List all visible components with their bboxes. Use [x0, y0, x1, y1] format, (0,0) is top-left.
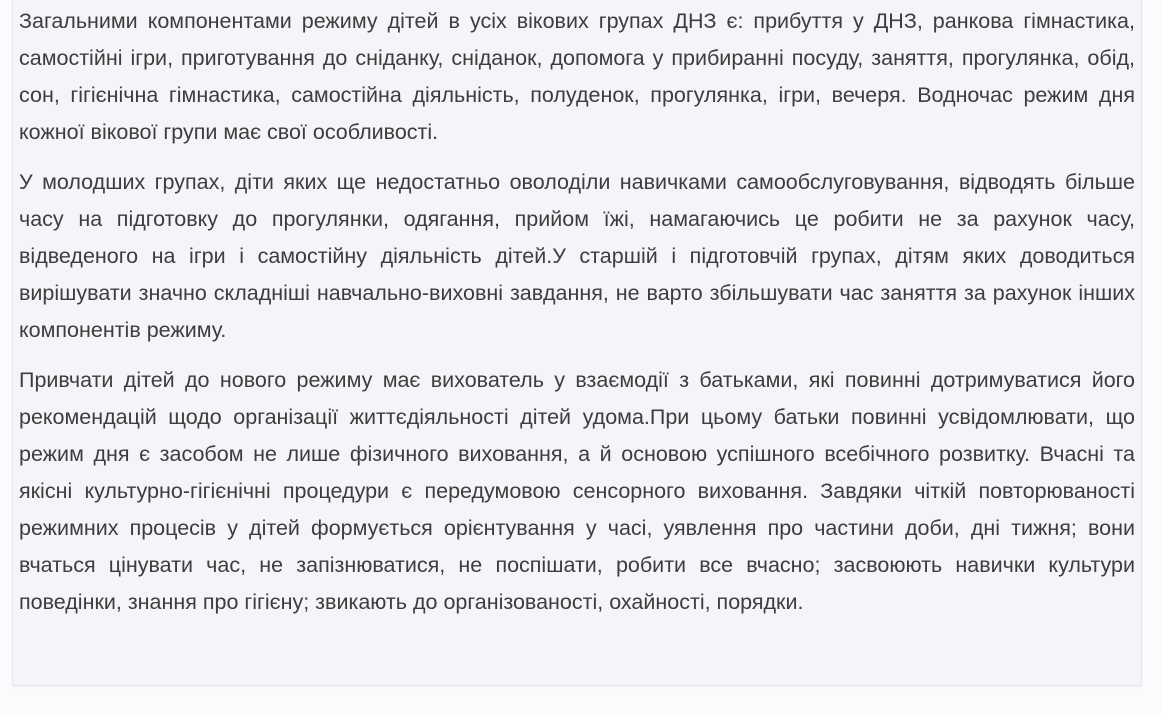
article-body: [12, 0, 1142, 686]
article-paragraph: У молодших групах, діти яких ще недостатньо оволоділи навичками самообслуговування, відводять більше часу на підготовку до прогулянки, одягання, прийом їжі, намагаючись це робити не за рахунок часу, відведеного на ігри і самостійну діяльність дітей.У старшій і підготовчій групах, дітям яких доводиться вирішувати значно складніші навчально-виховні завдання, не варто збільшувати час заняття за рахунок інших компонентів режиму.: [19, 170, 1135, 342]
article-paragraph: Загальними компонентами режиму дітей в усіх вікових групах ДНЗ є: прибуття у ДНЗ, ранкова гімнастика, самостійні ігри, приготування до сніданку, сніданок, допомога у прибиранні посуду, заняття, прогулянка, обід, сон, гігієнічна гімнастика, самостійна діяльність, полуденок, прогулянка, ігри, вечеря. Водночас режим дня кожної вікової групи має свої особливості.: [19, 9, 1135, 144]
article-paragraph: Привчати дітей до нового режиму має вихователь у взаємодії з батьками, які повинні дотримуватися його рекомендацій щодо організації життєдіяльності дітей удома.При цьому батьки повинні усвідомлювати, що режим дня є засобом не лише фізичного виховання, а й основою успішного всебічного розвитку. Вчасні та якісні культурно-гігієнічні процедури є передумовою сенсорного виховання. Завдяки чіткій повторюваності режимних процесів у дітей формується орієнтування у часі, уявлення про частини доби, дні тижня; вони вчаться цінувати час, не запізнюватися, не поспішати, робити все вчасно; засвоюють навички культури поведінки, знання про гігієну; звикають до організованості, охайності, порядки.: [19, 368, 1135, 614]
